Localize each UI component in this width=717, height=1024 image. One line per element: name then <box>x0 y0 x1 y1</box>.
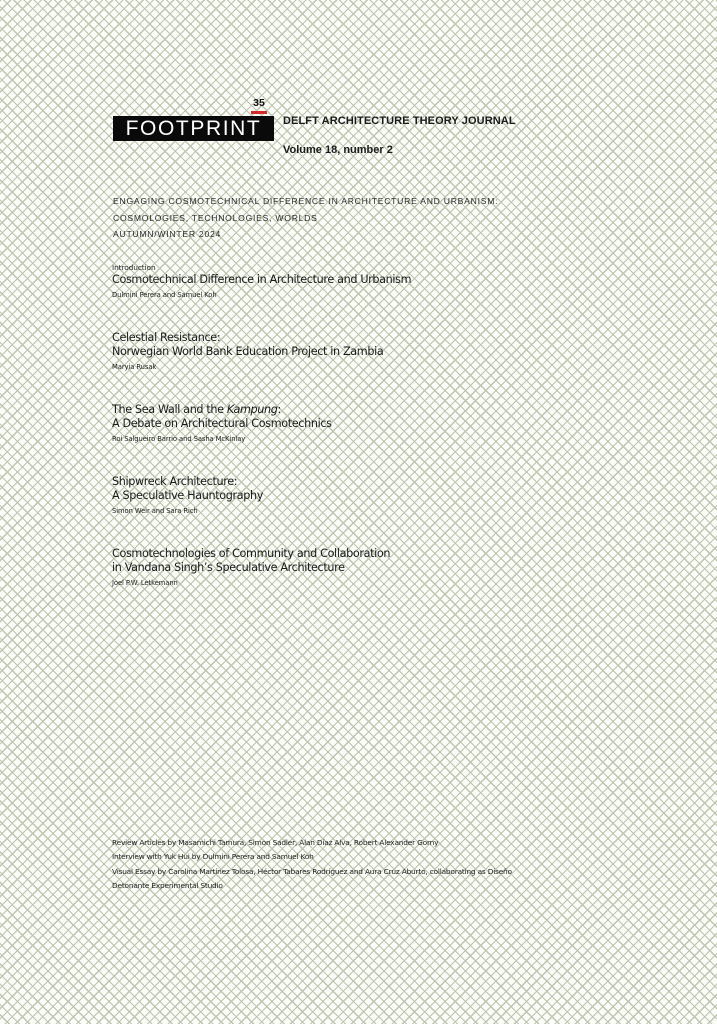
article-title: A Debate on Architectural Cosmotechnics <box>112 417 332 430</box>
article-authors: Maryia Rusak <box>112 363 157 371</box>
article-title: Cosmotechnologies of Community and Collaboration <box>112 547 391 560</box>
article-title: A Speculative Hauntography <box>112 489 264 502</box>
article-title-italic: Kampung <box>226 403 278 416</box>
article-title: Norwegian World Bank Education Project in Zambia <box>112 345 384 358</box>
article-authors: Simon Weir and Sara Rich <box>112 507 198 515</box>
journal-logo: FOOTPRINT <box>113 116 274 141</box>
journal-name: DELFT ARCHITECTURE THEORY JOURNAL <box>283 115 516 127</box>
article-title <box>112 403 281 417</box>
article-title: Shipwreck Architecture: <box>112 475 238 488</box>
footer-line: Detonante Experimental Studio <box>112 881 223 890</box>
volume-number: Volume 18, number 2 <box>283 144 393 156</box>
article-authors: Joel P.W. Letkemann <box>112 579 178 587</box>
article-title-text: : <box>277 403 281 416</box>
issue-number: 35 <box>253 97 265 109</box>
article-title: in Vandana Singh’s Speculative Architecture <box>112 561 345 574</box>
issue-accent-bar <box>251 111 267 114</box>
theme-title-line2: COSMOLOGIES, TECHNOLOGIES, WORLDS <box>113 213 318 223</box>
theme-title-line1: ENGAGING COSMOTECHNICAL DIFFERENCE IN ARCHITECTURE AND URBANISM: <box>113 196 499 206</box>
footer-line: Review Articles by Masamichi Tamura, Simon Sadler, Alan Díaz Alva, Robert Alexander Gorny <box>112 838 439 847</box>
article-label: Introduction <box>112 263 156 272</box>
footer-line: Interview with Yuk Hui by Dulmini Perera and Samuel Koh <box>112 852 314 861</box>
article-title: Celestial Resistance: <box>112 331 221 344</box>
article-title: Cosmotechnical Difference in Architecture and Urbanism <box>112 273 412 286</box>
article-authors: Dulmini Perera and Samuel Koh <box>112 291 217 299</box>
article-title-text: The Sea Wall and the <box>112 403 227 416</box>
footer-line: Visual Essay by Carolina Martínez Tolosa, Héctor Tabares Rodríguez and Aura Cruz Aburto, collaborating as Diseño <box>112 867 512 876</box>
issue-season: AUTUMN/WINTER 2024 <box>113 229 222 239</box>
article-authors: Roi Salgueiro Barrio and Sasha McKinlay <box>112 435 246 443</box>
